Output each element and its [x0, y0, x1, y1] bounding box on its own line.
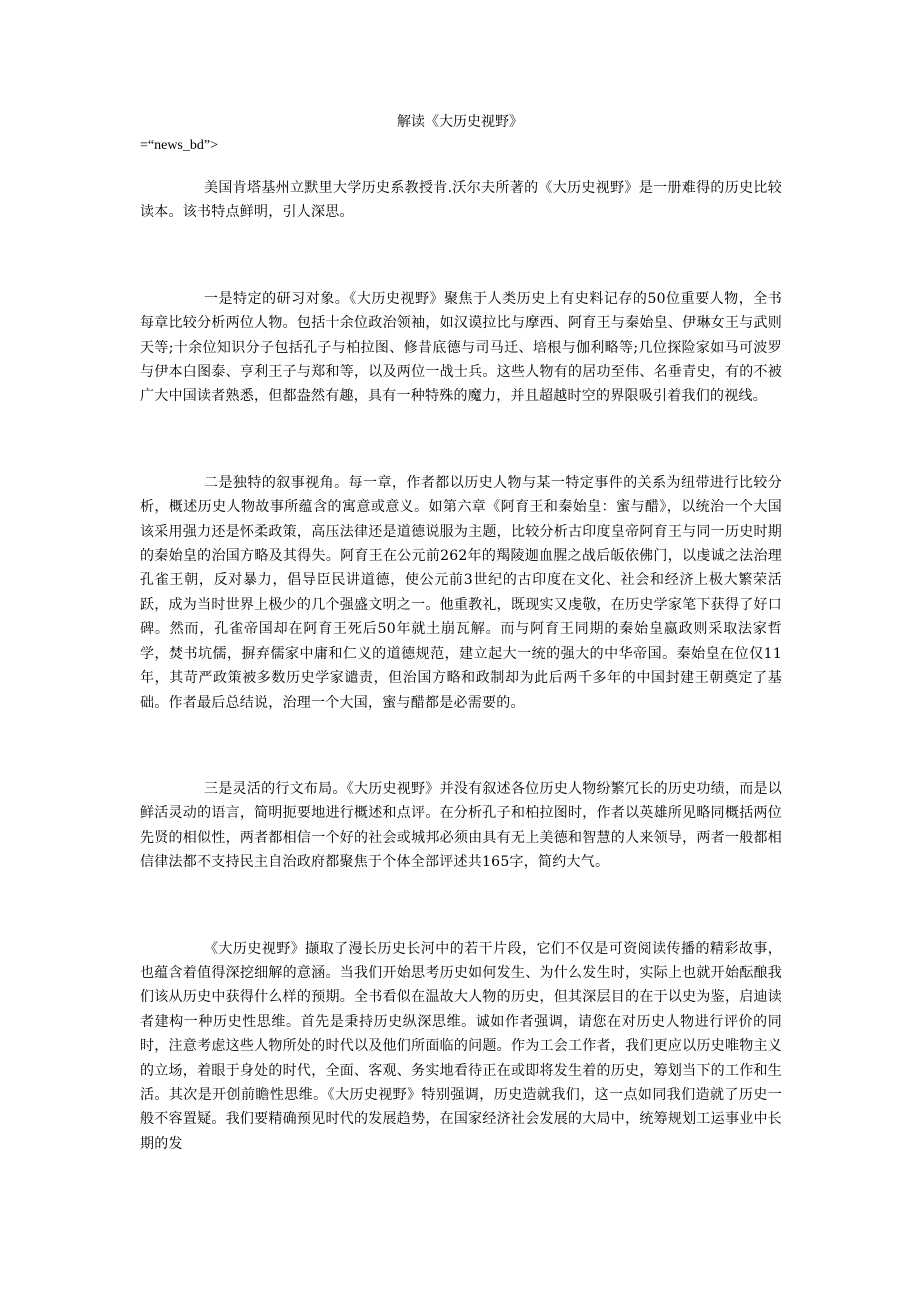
- document-title: 解读《大历史视野》: [397, 114, 523, 130]
- document-body: [140, 176, 782, 1156]
- paragraph-reflection: 《大历史视野》撷取了漫长历史长河中的若干片段，它们不仅是可资阅读传播的精彩故事，也蕴含着值得深挖细解的意涵。当我们开始思考历史如何发生、为什么发生时，实际上也就开始酝酿我们该从历史中获得什么样的预期。全书看似在温故大人物的历史，但其深层目的在于以史为鉴，启迪读者建构一种历史性思维。首先是秉持历史纵深思维。诚如作者强调，请您在对历史人物进行评价的同时，注意考虑这些人物所处的时代以及他们所面临的问题。作为工会工作者，我们更应以历史唯物主义的立场，着眼于身处的时代，全面、客观、务实地看待正在或即将发生着的历史，筹划当下的工作和生活。其次是开创前瞻性思维。《大历史视野》特别强调，历史造就我们，这一点如同我们造就了历史一般不容置疑。我们要精确预见时代的发展趋势，在国家经济社会发展的大局中，统筹规划工运事业中长期的发: [140, 940, 782, 1152]
- html-code-fragment: =“news_bd”>: [140, 138, 218, 153]
- paragraph-perspective: 二是独特的叙事视角。每一章，作者都以历史人物与某一特定事件的关系为纽带进行比较分析，概述历史人物故事所蕴含的寓意或意义。如第六章《阿育王和秦始皇：蜜与醋》，以统治一个大国该采用强力还是怀柔政策，高压法律还是道德说服为主题，比较分析古印度皇帝阿育王与同一历史时期的秦始皇的治国方略及其得失。阿育王在公元前262年的羯陵迦血腥之战后皈依佛门，以虔诚之法治理孔雀王朝，反对暴力，倡导臣民讲道德，使公元前3世纪的古印度在文化、社会和经济上极大繁荣活跃，成为当时世界上极少的几个强盛文明之一。他重教礼，既现实又虔敬，在历史学家笔下获得了好口碑。然而，孔雀帝国却在阿育王死后50年就土崩瓦解。而与阿育王同期的秦始皇嬴政则采取法家哲学，焚书坑儒，摒弃儒家中庸和仁义的道德规范，建立起大一统的强大的中华帝国。秦始皇在位仅11年，其苛严政策被多数历史学家谴责，但治国方略和政制却为此后两千多年的中国封建王朝奠定了基础。作者最后总结说，治理一个大国，蜜与醋都是必需要的。: [140, 474, 782, 711]
- paragraph-intro: 美国肯塔基州立默里大学历史系教授肯.沃尔夫所著的《大历史视野》是一册难得的历史比较读本。该书特点鲜明，引人深思。: [140, 180, 782, 221]
- paragraph-subjects: 一是特定的研习对象。《大历史视野》聚焦于人类历史上有史料记存的50位重要人物，全书每章比较分析两位人物。包括十余位政治领袖，如汉谟拉比与摩西、阿育王与秦始皇、伊琳女王与武则天等;十余位知识分子包括孔子与柏拉图、修昔底德与司马迁、培根与伽利略等;几位探险家如马可波罗与伊本白图泰、亨利王子与郑和等，以及两位一战士兵。这些人物有的居功至伟、名垂青史，有的不被广大中国读者熟悉，但都盎然有趣，具有一种特殊的魔力，并且超越时空的界限吸引着我们的视线。: [140, 290, 782, 405]
- paragraph-layout: 三是灵活的行文布局。《大历史视野》并没有叙述各位历史人物纷繁冗长的历史功绩，而是以鲜活灵动的语言，简明扼要地进行概述和点评。在分析孔子和柏拉图时，作者以英雄所见略同概括两位先贤的相似性，两者都相信一个好的社会或城邦必须由具有无上美德和智慧的人来领导，两者一般都相信律法都不支持民主自治政府都聚焦于个体全部评述共165字，简约大气。: [140, 780, 782, 871]
